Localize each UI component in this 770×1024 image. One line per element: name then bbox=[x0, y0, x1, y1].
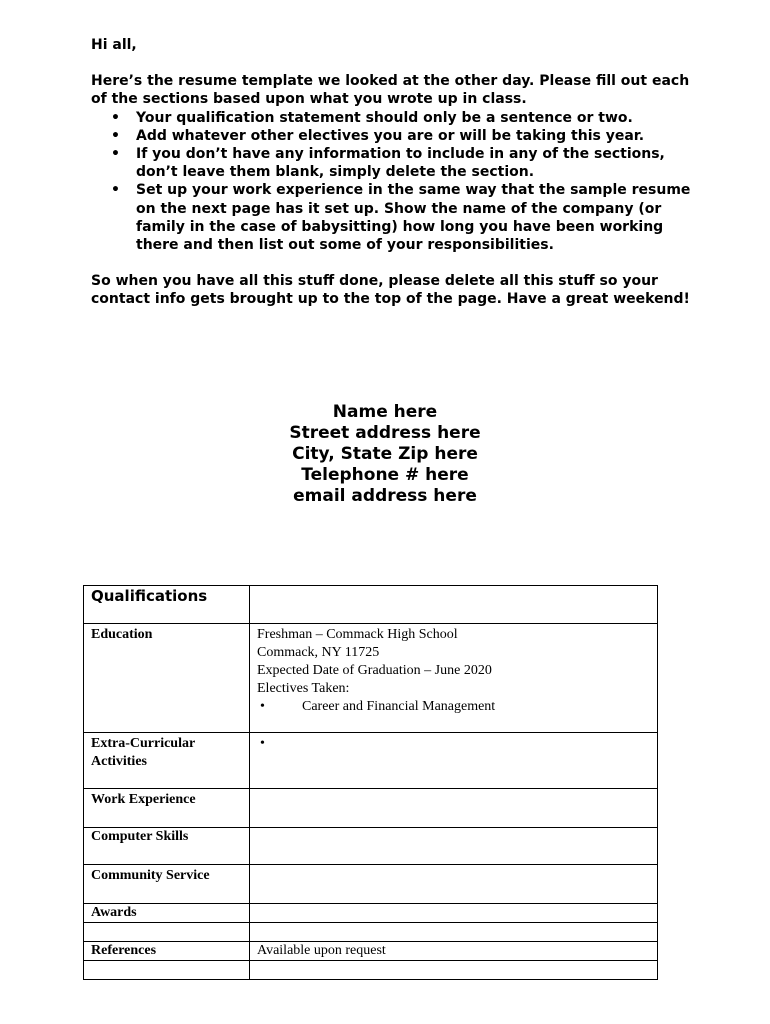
bullet-icon: • bbox=[111, 182, 120, 199]
awards-value[interactable] bbox=[250, 904, 658, 923]
elective-text: Career and Financial Management bbox=[302, 699, 496, 714]
resume-table bbox=[83, 585, 658, 980]
education-value[interactable] bbox=[250, 624, 658, 733]
table-row-references bbox=[84, 942, 658, 961]
references-value[interactable]: Available upon request bbox=[250, 942, 658, 961]
table-row-extracurricular bbox=[84, 733, 658, 789]
blank-cell[interactable] bbox=[84, 923, 250, 942]
extracurricular-label-line: Activities bbox=[91, 754, 147, 769]
bullet-icon: • bbox=[111, 127, 120, 144]
list-item bbox=[91, 109, 691, 127]
extracurricular-label bbox=[84, 733, 250, 789]
computer-skills-value[interactable] bbox=[250, 828, 658, 865]
greeting: Hi all, bbox=[91, 37, 137, 53]
table-row-blank bbox=[84, 923, 658, 942]
blank-cell[interactable] bbox=[250, 923, 658, 942]
qualifications-label: Qualifications bbox=[84, 586, 250, 624]
computer-skills-label: Computer Skills bbox=[84, 828, 250, 865]
education-line: Commack, NY 11725 bbox=[257, 645, 380, 660]
bullet-icon: • bbox=[111, 109, 120, 126]
instruction-list bbox=[91, 109, 691, 255]
list-item bbox=[91, 127, 691, 145]
table-row-education bbox=[84, 624, 658, 733]
blank-cell[interactable] bbox=[84, 961, 250, 980]
intro-paragraph: Here’s the resume template we looked at the other day. Please fill out each of the sections based upon what you wrote up in class. bbox=[91, 73, 690, 108]
bullet-icon: • bbox=[260, 736, 265, 751]
contact-phone: Telephone # here bbox=[301, 465, 469, 485]
blank-cell[interactable] bbox=[250, 961, 658, 980]
list-item-text: If you don’t have any information to include in any of the sections, don’t leave them blank, simply delete the section. bbox=[136, 146, 665, 181]
closing-paragraph: So when you have all this stuff done, please delete all this stuff so your contact info gets brought up to the top of the page. Have a great weekend! bbox=[91, 273, 690, 308]
table-row-work-experience bbox=[84, 789, 658, 828]
table-row-community-service bbox=[84, 865, 658, 904]
contact-block bbox=[0, 402, 770, 507]
list-item bbox=[91, 145, 691, 181]
extracurricular-label-line: Extra-Curricular bbox=[91, 736, 196, 751]
work-experience-value[interactable] bbox=[250, 789, 658, 828]
community-service-label: Community Service bbox=[84, 865, 250, 904]
table-row-blank bbox=[84, 961, 658, 980]
bullet-icon: • bbox=[111, 146, 120, 163]
list-item-text: Your qualification statement should only be a sentence or two. bbox=[136, 109, 633, 126]
extracurricular-value[interactable] bbox=[250, 733, 658, 789]
contact-email: email address here bbox=[293, 486, 477, 506]
education-label: Education bbox=[84, 624, 250, 733]
list-item bbox=[91, 181, 691, 254]
elective-item bbox=[257, 698, 650, 716]
awards-label: Awards bbox=[84, 904, 250, 923]
bullet-icon: • bbox=[260, 699, 265, 714]
table-row-computer-skills bbox=[84, 828, 658, 865]
qualifications-value[interactable] bbox=[250, 586, 658, 624]
contact-city: City, State Zip here bbox=[292, 444, 478, 464]
education-line: Freshman – Commack High School bbox=[257, 627, 458, 642]
contact-name: Name here bbox=[332, 402, 438, 422]
table-row-awards bbox=[84, 904, 658, 923]
list-item-text: Add whatever other electives you are or will be taking this year. bbox=[136, 127, 645, 144]
intro-note bbox=[91, 36, 691, 309]
work-experience-label: Work Experience bbox=[84, 789, 250, 828]
contact-street: Street address here bbox=[289, 423, 481, 443]
references-label: References bbox=[84, 942, 250, 961]
list-item-text: Set up your work experience in the same way that the sample resume on the next page has it set up. Show the name of the company (or family in the case of babysitting) how long you have been working there and then list out some of your responsibilities. bbox=[136, 182, 691, 254]
education-line: Electives Taken: bbox=[257, 681, 350, 696]
table-row-qualifications bbox=[84, 586, 658, 624]
community-service-value[interactable] bbox=[250, 865, 658, 904]
education-line: Expected Date of Graduation – June 2020 bbox=[257, 663, 492, 678]
